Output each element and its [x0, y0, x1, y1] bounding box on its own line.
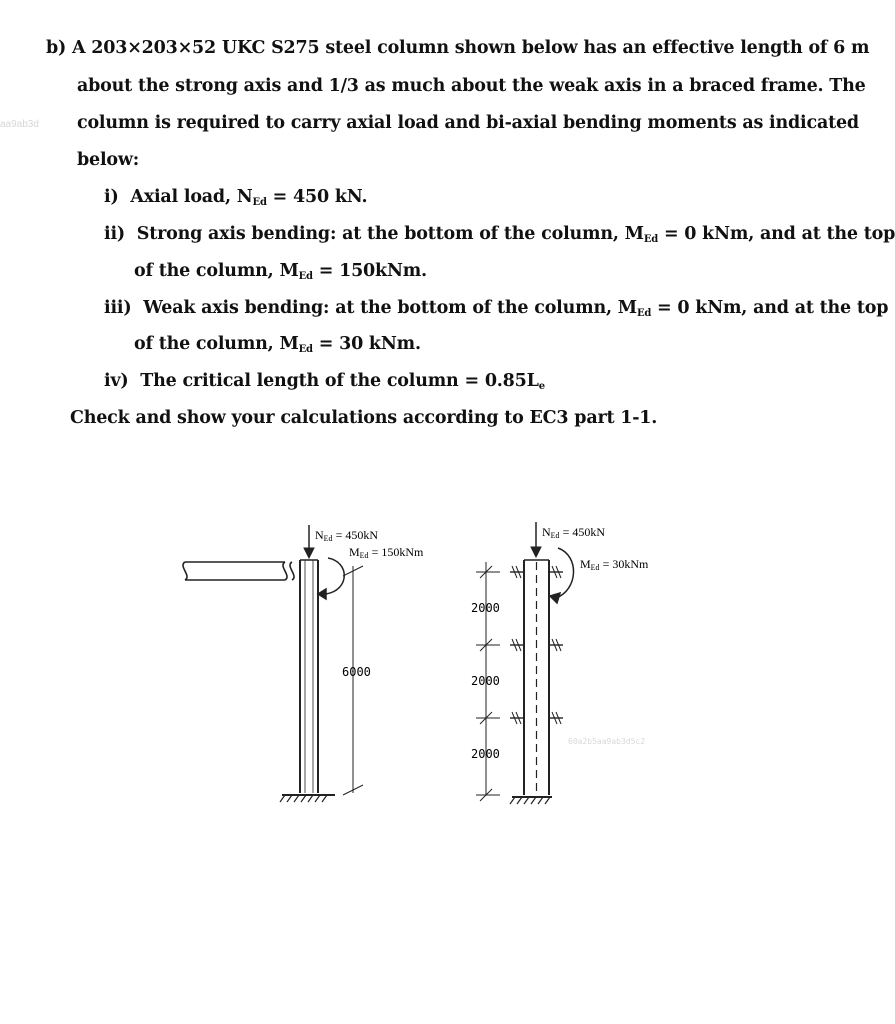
left-moment-arrow: [318, 558, 344, 599]
segment-label-3: 2000: [471, 747, 500, 761]
item-3-sub: Ed: [636, 308, 652, 319]
left-axial-label: NEd = 450kN: [315, 528, 378, 543]
left-axial-arrow: [304, 525, 314, 558]
item-3-cont-post: = 30 kNm.: [312, 334, 421, 354]
right-moment-label: MEd = 30kNm: [580, 557, 649, 572]
right-moment-arrow: [550, 548, 574, 603]
right-base-support: [510, 797, 552, 804]
intro-line-4: below:: [77, 150, 140, 170]
segment-label-2: 2000: [471, 674, 500, 688]
right-column: [524, 560, 549, 795]
right-axial-arrow: [531, 522, 541, 557]
item-4-sub: e: [538, 381, 545, 392]
segment-label-1: 2000: [471, 601, 500, 615]
question-part-label: b): [46, 38, 67, 58]
left-length-label: 6000: [342, 665, 371, 679]
item-1-text: Axial load, N: [130, 187, 253, 207]
item-1-post: = 450 kN.: [266, 187, 368, 207]
item-3-post: = 0 kNm, and at the top: [651, 298, 889, 318]
item-2-sub: Ed: [643, 234, 659, 245]
item-2-number: ii): [104, 224, 125, 244]
item-2-text: Strong axis bending: at the bottom of the column, M: [136, 224, 644, 244]
item-4-number: iv): [104, 371, 129, 391]
right-axial-label: NEd = 450kN: [542, 525, 605, 540]
item-3-text: Weak axis bending: at the bottom of the column, M: [143, 298, 637, 318]
intro-line-2: about the strong axis and 1/3 as much about the weak axis in a braced frame. The: [77, 76, 866, 96]
item-2-cont-sub: Ed: [298, 271, 313, 282]
item-2-cont-text: of the column, M: [134, 261, 299, 281]
intro-line-1: A 203×203×52 UKC S275 steel column shown below has an effective length of 6 m: [72, 38, 870, 58]
item-3-cont-sub: Ed: [298, 344, 313, 355]
closing-instruction: Check and show your calculations according to EC3 part 1-1.: [70, 408, 658, 428]
beam-stub: [183, 562, 294, 580]
left-column: [300, 560, 318, 793]
item-2-cont-post: = 150kNm.: [312, 261, 427, 281]
left-base-support: [280, 795, 335, 802]
item-3-cont-text: of the column, M: [134, 334, 299, 354]
left-moment-label: MEd = 150kNm: [349, 545, 424, 560]
item-3-number: iii): [104, 298, 132, 318]
intro-line-3: column is required to carry axial load and bi-axial bending moments as indicated: [77, 113, 859, 133]
watermark-figure: 60a2b5aa9ab3d5c2: [568, 737, 646, 746]
item-1-number: i): [104, 187, 119, 207]
item-2-post: = 0 kNm, and at the top: [658, 224, 895, 244]
item-1-sub: Ed: [252, 197, 267, 208]
watermark-left: aa9ab3d: [0, 119, 39, 130]
item-4-text: The critical length of the column = 0.85L: [140, 371, 539, 391]
left-dimension-line: [343, 566, 363, 795]
